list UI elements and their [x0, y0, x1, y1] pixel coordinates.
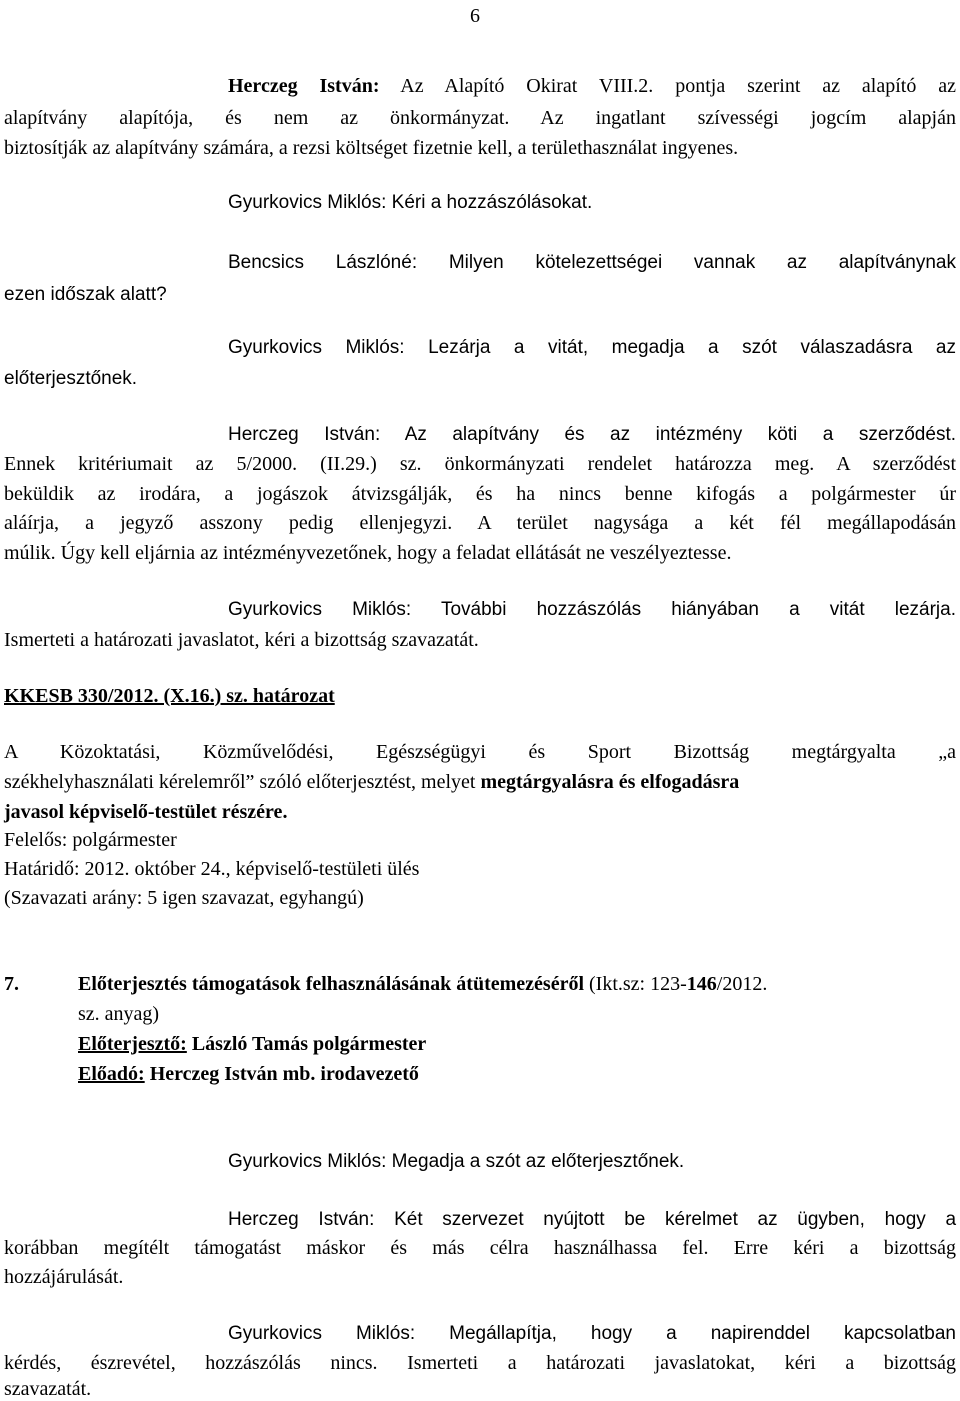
speaker-name: Herczeg István:: [228, 1209, 375, 1230]
speaker-label: Előadó:: [78, 1063, 145, 1085]
agenda-item-number: 7.: [4, 973, 19, 995]
text-line: előterjesztőnek.: [4, 368, 138, 389]
speaker-name: Gyurkovics Miklós:: [228, 192, 387, 213]
text-line: korábban megítélt támogatást máskor és más célra használhassa fel. Erre kéri a bizottság: [4, 1237, 956, 1259]
speech-text: Az Alapító Okirat VIII.2. pontja szerint az alapító az: [400, 75, 956, 97]
text-line: múlik. Úgy kell eljárnia az intézményvezetőnek, hogy a feladat ellátását ne veszélyeztesse.: [4, 542, 732, 564]
paragraph-gyurkovics-4: [228, 1150, 956, 1174]
presenter-line: [78, 1032, 956, 1056]
paragraph-herczeg-2: [228, 423, 956, 447]
deadline-line: Határidő: 2012. október 24., képviselő-testületi ülés: [4, 858, 420, 880]
agenda-item-title: [78, 972, 956, 996]
text-line: biztosítják az alapítvány számára, a rezsi költséget fizetnie kell, a területhasználat ingyenes.: [4, 137, 739, 159]
vote-line: (Szavazati arány: 5 igen szavazat, egyhangú): [4, 887, 364, 909]
text-line: Ennek kritériumait az 5/2000. (II.29.) sz. önkormányzati rendelet határozza meg. A szerződést: [4, 453, 956, 475]
speaker-name: Herczeg István:: [228, 75, 380, 97]
speech-text: Kéri a hozzászólásokat.: [391, 192, 593, 213]
agenda-ref: /2012.: [716, 973, 768, 995]
text-line: kérdés, észrevétel, hozzászólás nincs. Ismerteti a határozati javaslatokat, kéri a bizottság: [4, 1352, 956, 1374]
page-number: 6: [470, 5, 480, 27]
text-line: A Közoktatási, Közművelődési, Egészségügyi és Sport Bizottság megtárgyalta „a: [4, 741, 956, 763]
speech-text: Megadja a szót az előterjesztőnek.: [391, 1151, 685, 1172]
speech-text: Lezárja a vitát, megadja a szót válaszadásra az: [428, 337, 956, 358]
speech-text: Két szervezet nyújtott be kérelmet az ügyben, hogy a: [394, 1209, 957, 1230]
speaker-name: Gyurkovics Miklós:: [228, 337, 405, 358]
speaker-name: Bencsics Lászlóné:: [228, 252, 418, 273]
speech-text: Az alapítvány és az intézmény köti a szerződést.: [404, 424, 956, 445]
text-line: Ismerteti a határozati javaslatot, kéri a bizottság szavazatát.: [4, 629, 479, 651]
paragraph-bencsics: [228, 251, 956, 275]
responsible-line: Felelős: polgármester: [4, 829, 177, 851]
speaker-name: Herczeg István mb. irodavezető: [144, 1063, 419, 1085]
speech-text: Milyen kötelezettségei vannak az alapítványnak: [448, 252, 956, 273]
speaker-name: Gyurkovics Miklós:: [228, 1151, 387, 1172]
paragraph-gyurkovics-2: [228, 336, 956, 360]
resolution-text: székhelyhasználati kérelemről” szóló előterjesztést, melyet: [4, 771, 481, 793]
paragraph-herczeg-1: [228, 74, 956, 98]
agenda-title-text: Előterjesztés támogatások felhasználásának átütemezéséről: [78, 973, 585, 995]
presenter-name: László Tamás polgármester: [186, 1033, 427, 1055]
text-line: sz. anyag): [78, 1003, 160, 1025]
resolution-emphasis: megtárgyalásra és elfogadásra: [480, 771, 740, 793]
speaker-line: [78, 1062, 956, 1086]
speaker-name: Herczeg István:: [228, 424, 381, 445]
resolution-title: KKESB 330/2012. (X.16.) sz. határozat: [4, 685, 335, 707]
speaker-name: Gyurkovics Miklós:: [228, 599, 412, 620]
paragraph-gyurkovics-1: [228, 191, 956, 215]
text-line: alapítvány alapítója, és nem az önkormányzat. Az ingatlant szívességi jogcím alapján: [4, 107, 956, 129]
resolution-emphasis: javasol képviselő-testület részére.: [4, 801, 288, 823]
speaker-name: Gyurkovics Miklós:: [228, 1323, 416, 1344]
paragraph-gyurkovics-3: [228, 598, 956, 622]
paragraph-herczeg-3: [228, 1208, 956, 1232]
text-line: [4, 770, 956, 794]
speech-text: További hozzászólás hiányában a vitát lezárja.: [440, 599, 956, 620]
paragraph-gyurkovics-5: [228, 1322, 956, 1346]
speech-text: Megállapítja, hogy a napirenddel kapcsolatban: [449, 1323, 957, 1344]
text-line: aláírja, a jegyző asszony pedig ellenjegyzi. A terület nagysága a két fél megállapodásán: [4, 512, 956, 534]
agenda-ref-number: 146: [686, 973, 717, 995]
agenda-ref: (Ikt.sz: 123-: [584, 973, 687, 995]
text-line: szavazatát.: [4, 1378, 92, 1400]
text-line: beküldik az irodára, a jogászok átvizsgálják, és ha nincs benne kifogás a polgármester úr: [4, 483, 956, 505]
text-line: hozzájárulását.: [4, 1266, 124, 1288]
presenter-label: Előterjesztő:: [78, 1033, 187, 1055]
text-line: ezen időszak alatt?: [4, 284, 167, 305]
